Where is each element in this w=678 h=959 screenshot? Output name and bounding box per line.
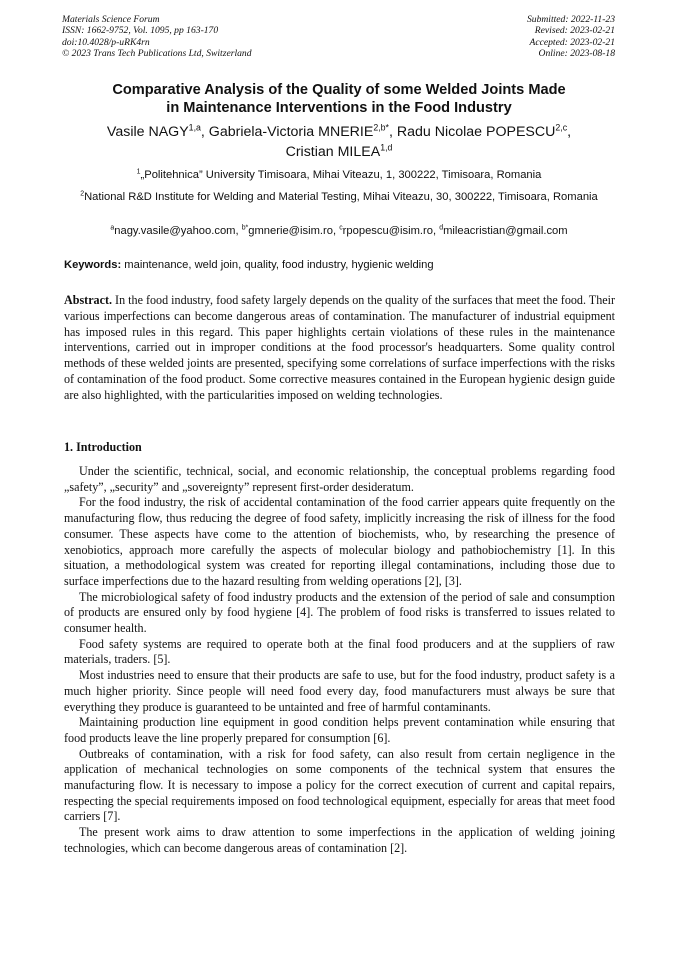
journal-name: Materials Science Forum	[62, 14, 160, 25]
affiliation-2	[66, 190, 612, 206]
publication-dates	[527, 14, 615, 59]
affiliation-text: „Politehnica” University Timisoara, Mihai Viteazu, 1, 300222, Timisoara, Romania	[140, 169, 542, 181]
introduction-body	[64, 464, 615, 857]
author-sep: ,	[200, 124, 209, 140]
abstract-label: Abstract.	[64, 293, 113, 307]
author-sep: ,	[567, 124, 572, 140]
affiliation-text: National R&D Institute for Welding and Material Testing, Mihai Viteazu, 30, 300222, Timisoara, Romania	[84, 191, 598, 203]
author-name: Gabriela-Victoria MNERIE	[208, 124, 374, 140]
journal-issn: ISSN: 1662-9752, Vol. 1095, pp 163-170	[62, 25, 219, 37]
email-address[interactable]: nagy.vasile@yahoo.com,	[114, 225, 242, 237]
keywords	[64, 258, 616, 273]
author-name: Vasile NAGY	[106, 124, 189, 140]
author-name: Cristian MILEA	[285, 144, 381, 160]
author-name: Radu Nicolae POPESCU	[396, 124, 556, 140]
paragraph: The present work aims to draw attention to some imperfections in the application of welding joining technologies, which can become dangerous areas of contamination [2].	[64, 825, 615, 855]
paragraph: Most industries need to ensure that their products are safe to use, but for the food industry, product safety is a much higher priority. Since people will need food every day, food manufacturers must always be sure that everything they produce is guaranteed to be untainted and free of harmful contaminants.	[64, 668, 615, 714]
abstract-text: In the food industry, food safety largely depends on the quality of the surfaces that meet the food. Their various imperfections can become dangerous areas of contamination. The manufacturer of industrial equipment has imposed rules in this regard. This paper highlights certain violations of these rules in the maintenance interventions, carried out in improper conditions at the food processor's headquarters. Some quality control methods of these welded joints are presented, specifying some correlations of surface imperfections with the risks of contamination of the food product. Some corrective measures contained in the European hygienic design guide are also highlighted, with the particularities imposed on welding technologies.	[64, 293, 615, 402]
author-sep: ,	[388, 124, 397, 140]
journal-doi: doi:10.4028/p-uRK4rn	[62, 36, 150, 48]
email-sup: d	[439, 224, 444, 232]
author	[286, 144, 393, 160]
paragraph: Food safety systems are required to operate both at the final food producers and at the suppliers of raw materials, traders. [5].	[64, 636, 615, 667]
abstract	[64, 293, 615, 404]
section-heading: 1. Introduction	[64, 440, 142, 454]
author-list	[60, 122, 618, 162]
email-sup: c	[339, 224, 343, 232]
email-list	[62, 224, 616, 240]
author-sup: 1,d	[380, 142, 393, 153]
author	[397, 124, 571, 140]
paragraph: For the food industry, the risk of accidental contamination of the food carrier appears quite frequently on the manufacturing flow, thus reducing the degree of food safety, implicitly increasing the risk of illness for the food consumer. These aspects have come to the attention of biochemists, who, by researching the presence of xenobiotics, approach more carefully the aspects of molecular biology and pathobiochemistry [1]. In this situation, a methodological system was created for reporting illegal contaminations, including those due to surface imperfections due to the hazard resulting from welding operations [2], [3].	[64, 495, 615, 588]
date-online: Online: 2023-08-18	[538, 47, 615, 59]
paragraph: Under the scientific, technical, social, and economic relationship, the conceptual problems regarding food „safety”, „security” and „sovereignty” represent first-order desideratum.	[64, 464, 615, 494]
affiliation-sup: 1	[136, 168, 141, 176]
date-revised: Revised: 2023-02-21	[534, 25, 615, 37]
email-address[interactable]: rpopescu@isim.ro,	[342, 225, 440, 237]
email-address[interactable]: mileacristian@gmail.com	[443, 225, 568, 237]
author-sup: 2,b*	[373, 122, 389, 133]
paragraph: The microbiological safety of food industry products and the extension of the period of sale and consumption of products are ensured only by food hygiene [4]. The problem of food risks is transferred to issues related to consumer health.	[64, 589, 615, 636]
affiliation-sup: 2	[80, 190, 85, 198]
paper-title	[60, 81, 618, 117]
title-line: Comparative Analysis of the Quality of some Welded Joints Made	[112, 82, 566, 98]
paragraph: Outbreaks of contamination, with a risk for food safety, can also result from certain negligence in the application of mechanical technologies on some components of the technical system that ensures the manufacturing flow. It is necessary to impose a policy for the correct execution of current and capital repairs, respecting the special requirements imposed on food technological equipment, especially for areas that meet food carriers [7].	[64, 746, 615, 824]
email-address[interactable]: gmnerie@isim.ro,	[248, 225, 340, 237]
date-submitted: Submitted: 2022-11-23	[526, 14, 615, 25]
date-accepted: Accepted: 2023-02-21	[529, 36, 615, 48]
author-sup: 2,c	[555, 122, 568, 133]
keywords-label: Keywords:	[64, 259, 122, 271]
email-sup: b*	[241, 224, 249, 232]
keywords-text: maintenance, weld join, quality, food industry, hygienic welding	[121, 259, 434, 271]
paragraph: Maintaining production line equipment in good condition helps prevent contamination while ensuring that food products leave the line properly prepared for consumption [6].	[64, 715, 615, 745]
journal-info	[62, 14, 252, 59]
title-line: in Maintenance Interventions in the Food Industry	[166, 100, 512, 116]
journal-copyright: © 2023 Trans Tech Publications Ltd, Switzerland	[62, 47, 252, 59]
author-sup: 1,a	[188, 122, 201, 133]
affiliation-1	[62, 168, 616, 184]
journal-header	[62, 14, 615, 59]
email-sup: a	[110, 224, 115, 232]
author	[209, 124, 397, 140]
author	[107, 124, 209, 140]
